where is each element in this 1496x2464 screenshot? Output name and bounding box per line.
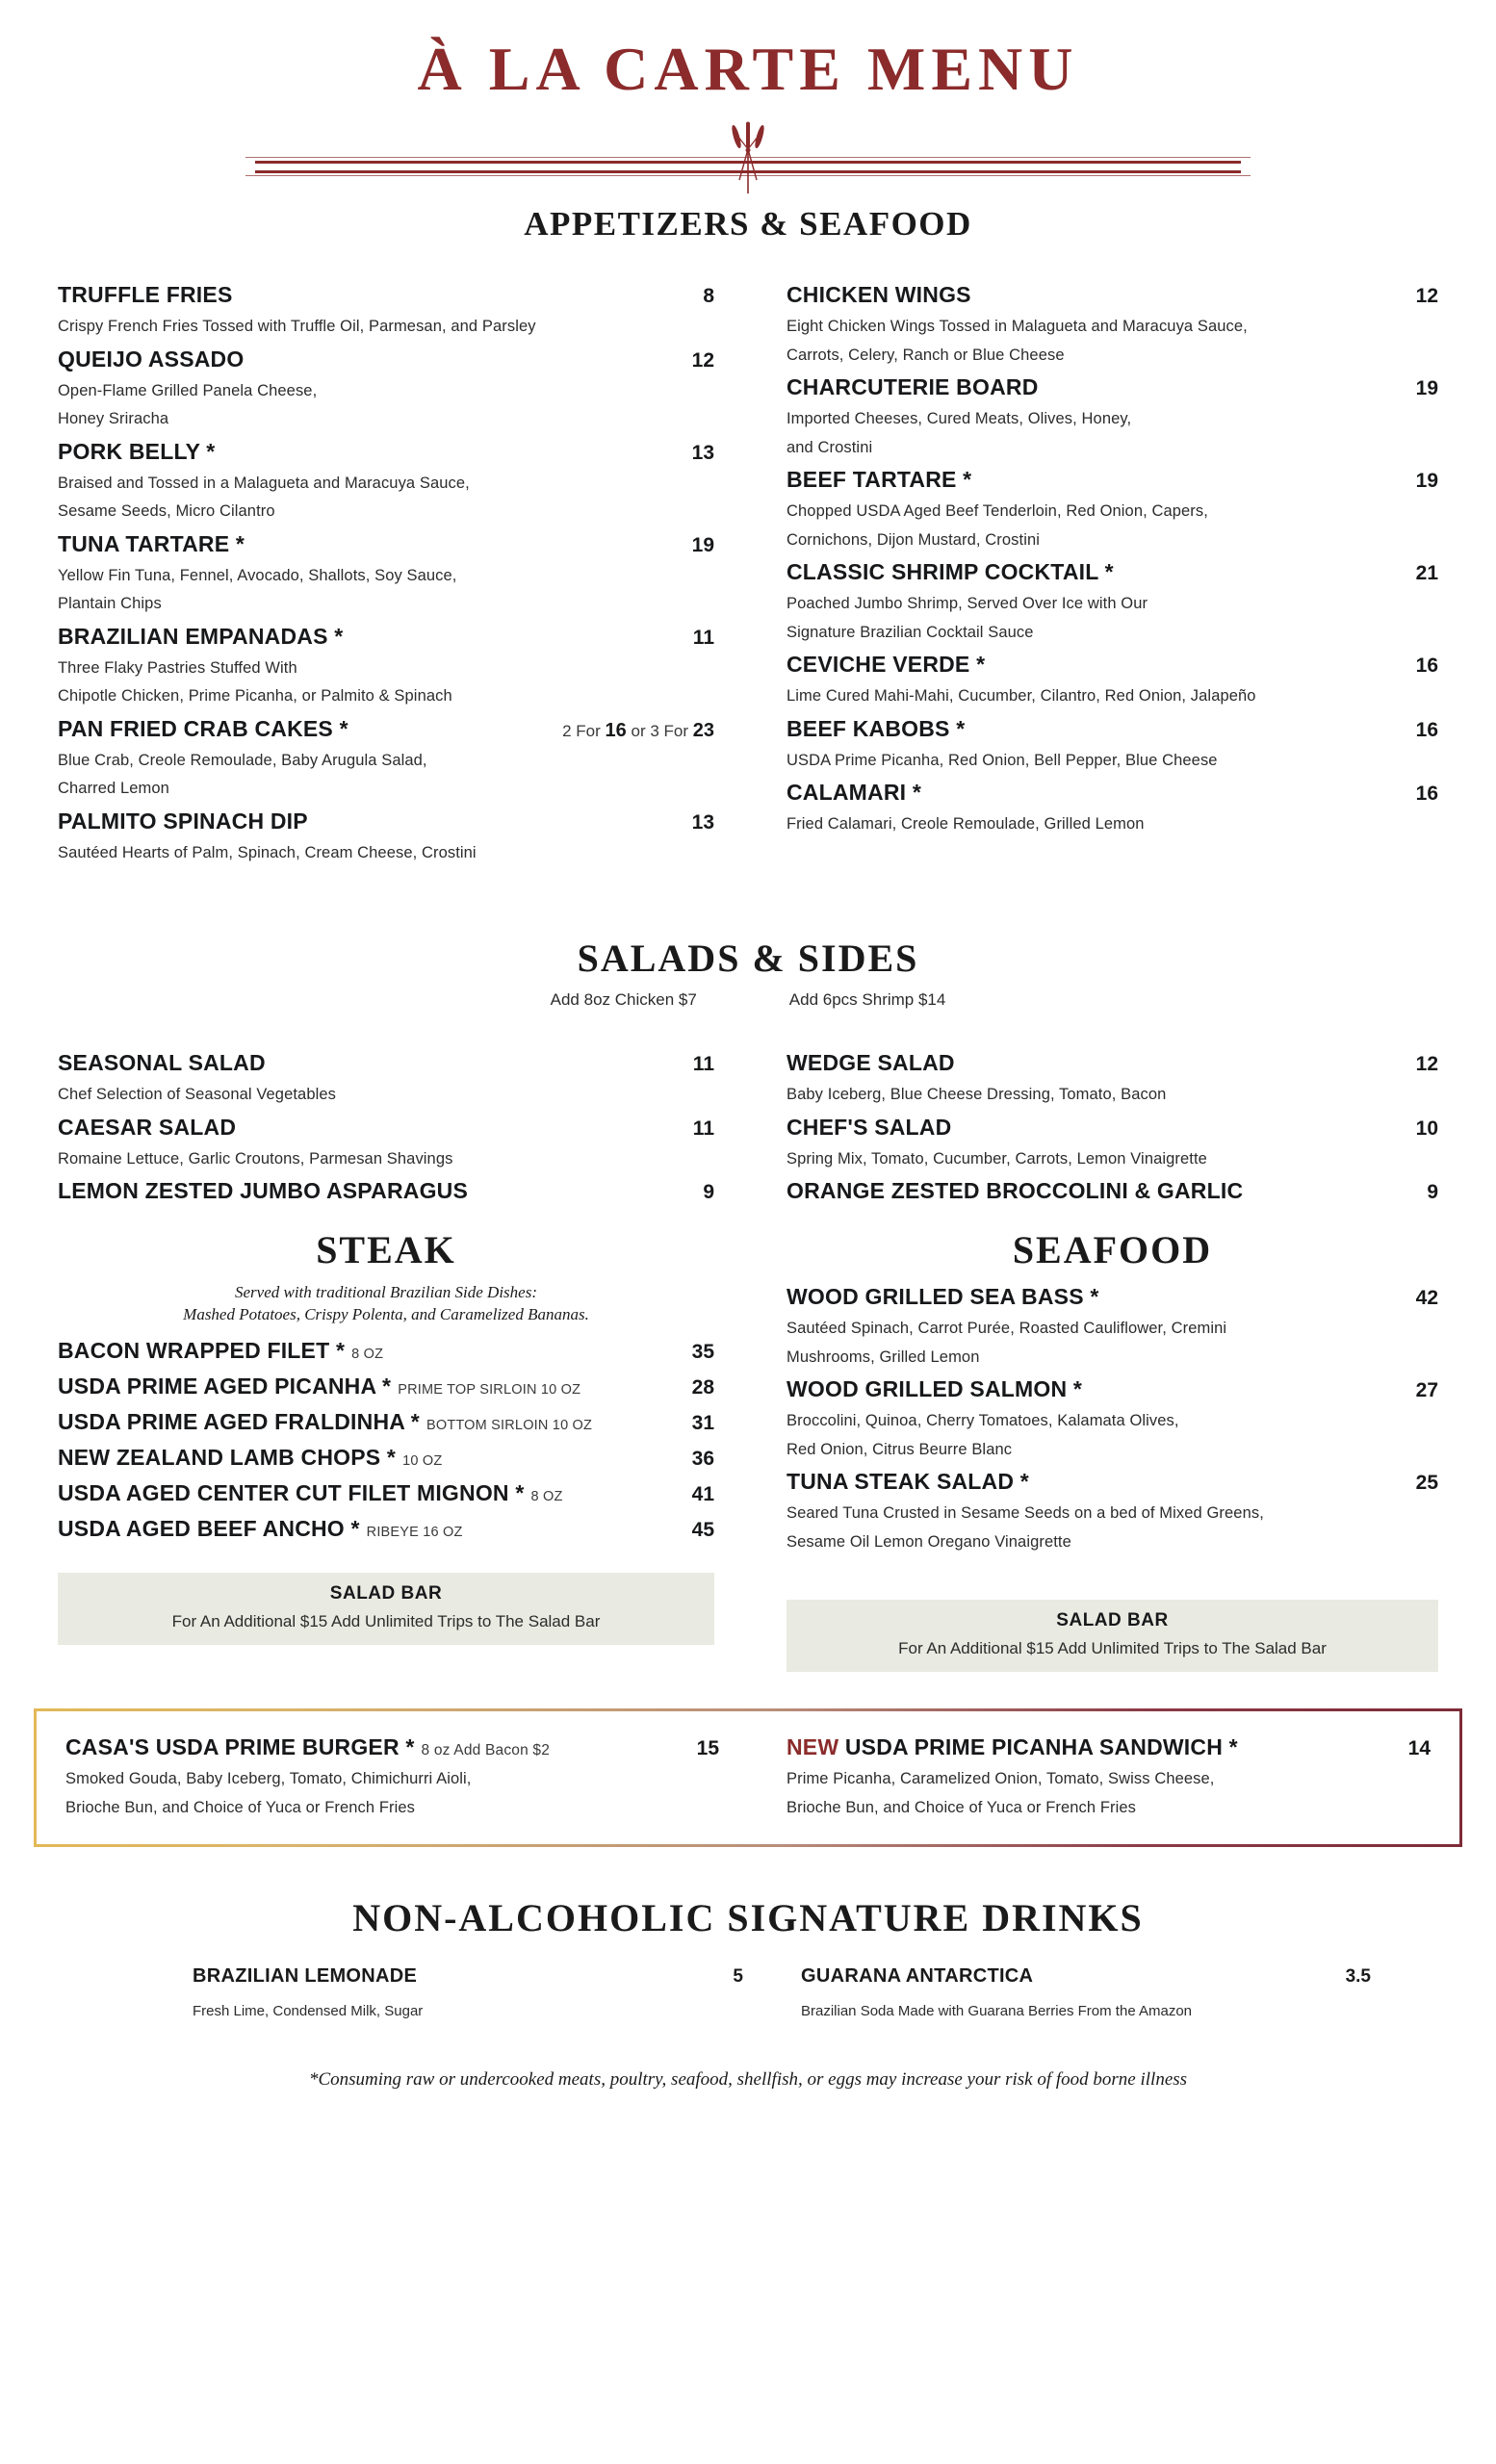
menu-item-header — [787, 1180, 1438, 1202]
menu-item-price: 25 — [1415, 1472, 1438, 1495]
menu-item — [58, 1482, 714, 1504]
menu-item-name: LEMON ZESTED JUMBO ASPARAGUS — [58, 1178, 469, 1204]
menu-item-description: Mushrooms, Grilled Lemon — [787, 1348, 980, 1366]
menu-item-description: Braised and Tossed in a Malagueta and Maracuya Sauce, — [58, 474, 470, 492]
menu-item — [58, 1052, 714, 1103]
picanha-sandwich-price: 14 — [1407, 1737, 1431, 1760]
menu-item-description: Sesame Seeds, Micro Cilantro — [58, 502, 275, 521]
menu-item-header — [787, 782, 1438, 804]
menu-item-name: BRAZILIAN EMPANADAS * — [58, 623, 344, 649]
menu-item — [58, 1116, 714, 1168]
menu-item-header — [58, 1340, 714, 1362]
menu-item-description: Poached Jumbo Shrimp, Served Over Ice with Our — [787, 595, 1148, 613]
menu-item-description: Spring Mix, Tomato, Cucumber, Carrots, Lemon Vinaigrette — [787, 1149, 1207, 1168]
menu-item — [58, 348, 714, 427]
menu-item-description: Plantain Chips — [58, 595, 162, 613]
menu-item-description: Cornichons, Dijon Mustard, Crostini — [787, 530, 1041, 549]
menu-item-description: USDA Prime Picanha, Red Onion, Bell Pepper, Blue Cheese — [787, 751, 1218, 769]
menu-item-description: Sautéed Hearts of Palm, Spinach, Cream Cheese, Crostini — [58, 843, 477, 861]
menu-item-description: Yellow Fin Tuna, Fennel, Avocado, Shallots, Soy Sauce, — [58, 566, 457, 584]
menu-item-name: CLASSIC SHRIMP COCKTAIL * — [787, 559, 1114, 585]
menu-item-price: 9 — [703, 1181, 714, 1204]
menu-item — [58, 810, 714, 861]
menu-item-name: TUNA TARTARE * — [58, 530, 245, 556]
menu-item-qualifier: 8 OZ — [351, 1347, 384, 1363]
menu-item-price: 11 — [692, 626, 714, 649]
seafood-items — [787, 1286, 1438, 1550]
menu-item-name: WOOD GRILLED SEA BASS * — [787, 1284, 1099, 1310]
menu-item — [58, 1340, 714, 1362]
menu-item-description: Crispy French Fries Tossed with Truffle Oil, Parmesan, and Parsley — [58, 318, 536, 336]
menu-item-header — [787, 1052, 1438, 1074]
burger-price: 15 — [696, 1737, 719, 1760]
steak-subtitle-line1: Served with traditional Brazilian Side Dishes: — [234, 1283, 537, 1302]
menu-item-name: TRUFFLE FRIES — [58, 282, 233, 308]
menu-item-header — [58, 1375, 714, 1398]
menu-item-header — [58, 1180, 714, 1202]
salads-columns — [0, 1039, 1496, 1202]
menu-item-description: Open-Flame Grilled Panela Cheese, — [58, 381, 318, 399]
menu-item-name: BEEF TARTARE * — [787, 467, 972, 493]
menu-item — [787, 654, 1438, 705]
menu-item-header — [787, 376, 1438, 398]
menu-item — [787, 469, 1438, 548]
menu-item-name: QUEIJO ASSADO — [58, 346, 245, 372]
menu-item-header — [58, 438, 714, 464]
disclaimer-note: *Consuming raw or undercooked meats, poultry, seafood, shellfish, or eggs may increase your risk of food borne illness — [308, 2069, 1188, 2091]
menu-item-price: 11 — [692, 1116, 714, 1140]
menu-item-name: BACON WRAPPED FILET * — [58, 1338, 346, 1364]
menu-item — [787, 284, 1438, 363]
menu-item-price: 19 — [1415, 470, 1438, 493]
drinks-columns — [0, 1965, 1496, 2019]
menu-item — [58, 1375, 714, 1398]
menu-item — [58, 1447, 714, 1469]
menu-item — [58, 530, 714, 613]
menu-item — [58, 623, 714, 706]
drink-item-lemonade — [193, 1965, 782, 2019]
menu-item — [787, 1052, 1438, 1103]
menu-item-header — [787, 1471, 1438, 1493]
menu-item-header — [58, 1518, 714, 1540]
page-title: À LA CARTE MENU — [417, 35, 1079, 103]
menu-item — [58, 284, 714, 335]
menu-item-price: 16 — [1415, 654, 1438, 678]
menu-item-header — [787, 469, 1438, 491]
menu-item-header — [58, 1052, 714, 1074]
menu-item-name: CALAMARI * — [787, 780, 921, 806]
menu-item-description: Imported Cheeses, Cured Meats, Olives, Honey, — [787, 410, 1132, 428]
wheat-starburst-ornament — [705, 120, 791, 195]
appetizers-right-column — [748, 270, 1438, 860]
menu-item-price: 16 — [1415, 783, 1438, 806]
menu-item-name: PALMITO SPINACH DIP — [58, 808, 308, 834]
menu-item-description: Lime Cured Mahi-Mahi, Cucumber, Cilantro, Red Onion, Jalapeño — [787, 687, 1256, 706]
menu-item-name: CHICKEN WINGS — [787, 282, 971, 308]
menu-item-qualifier: BOTTOM SIRLOIN 10 OZ — [426, 1418, 593, 1434]
picanha-sandwich-item — [748, 1736, 1431, 1815]
menu-item-name: NEW ZEALAND LAMB CHOPS * — [58, 1445, 397, 1471]
menu-item-description: Charred Lemon — [58, 780, 169, 798]
burger-qualifier: 8 oz Add Bacon $2 — [421, 1742, 551, 1759]
menu-item — [787, 1471, 1438, 1550]
add-shrimp-label: Add 6pcs Shrimp $14 — [788, 990, 946, 1010]
menu-item-description: Carrots, Celery, Ranch or Blue Cheese — [787, 346, 1065, 364]
menu-item-name: SEASONAL SALAD — [58, 1050, 266, 1076]
drink-name: GUARANA ANTARCTICA — [801, 1965, 1034, 1988]
menu-item-description: Seared Tuna Crusted in Sesame Seeds on a bed of Mixed Greens, — [787, 1504, 1264, 1523]
salad-bar-title: SALAD BAR — [1056, 1610, 1169, 1631]
menu-item-description: Blue Crab, Creole Remoulade, Baby Arugula Salad, — [58, 751, 427, 769]
menu-item-header — [58, 530, 714, 556]
menu-item-price: 9 — [1427, 1181, 1438, 1204]
steak-subtitle — [58, 1282, 714, 1326]
menu-item-name: ORANGE ZESTED BROCCOLINI & GARLIC — [787, 1178, 1244, 1204]
menu-item-price: 10 — [1415, 1116, 1438, 1140]
menu-item-header — [58, 1447, 714, 1469]
menu-item — [787, 715, 1438, 769]
steak-items — [58, 1340, 714, 1540]
section-heading-seafood: SEAFOOD — [1012, 1228, 1213, 1272]
menu-item-price: 42 — [1415, 1287, 1438, 1310]
burger-item — [65, 1736, 748, 1815]
menu-item-description: Sesame Oil Lemon Oregano Vinaigrette — [787, 1532, 1071, 1551]
picanha-sandwich-desc-line: Brioche Bun, and Choice of Yuca or French Fries — [787, 1798, 1137, 1816]
menu-item-price: 12 — [691, 348, 714, 372]
menu-item-description: Sautéed Spinach, Carrot Purée, Roasted Cauliflower, Cremini — [787, 1320, 1227, 1338]
menu-item — [787, 1116, 1438, 1168]
menu-item-description: Eight Chicken Wings Tossed in Malagueta and Maracuya Sauce, — [787, 318, 1248, 336]
menu-item-description: and Crostini — [787, 438, 873, 456]
menu-item-description: Chopped USDA Aged Beef Tenderloin, Red Onion, Capers, — [787, 502, 1208, 521]
menu-item — [58, 1518, 714, 1540]
menu-item-description: Red Onion, Citrus Beurre Blanc — [787, 1440, 1013, 1458]
menu-item — [787, 782, 1438, 833]
menu-item-name: CHEF'S SALAD — [787, 1114, 952, 1140]
menu-item-description: Chef Selection of Seasonal Vegetables — [58, 1086, 336, 1104]
salad-addons — [0, 990, 1496, 1010]
drink-name: BRAZILIAN LEMONADE — [193, 1965, 418, 1988]
menu-item-description: Signature Brazilian Cocktail Sauce — [787, 623, 1034, 641]
salad-bar-subtitle: For An Additional $15 Add Unlimited Trips to The Salad Bar — [898, 1639, 1327, 1658]
menu-item-name: WEDGE SALAD — [787, 1050, 955, 1076]
menu-item-price: 35 — [691, 1341, 714, 1364]
menu-item-name: TUNA STEAK SALAD * — [787, 1469, 1029, 1495]
burger-name: CASA'S USDA PRIME BURGER * — [65, 1734, 415, 1760]
menu-item-header — [58, 284, 714, 306]
salad-bar-box-steak — [58, 1573, 714, 1645]
menu-item — [787, 1378, 1438, 1457]
menu-item-qualifier: PRIME TOP SIRLOIN 10 OZ — [398, 1382, 581, 1399]
drink-price: 3.5 — [1345, 1966, 1371, 1988]
menu-item-price: 8 — [703, 285, 714, 308]
menu-item — [58, 715, 714, 798]
picanha-sandwich-name: USDA PRIME PICANHA SANDWICH * — [844, 1734, 1238, 1760]
picanha-sandwich-desc-line: Prime Picanha, Caramelized Onion, Tomato, Swiss Cheese, — [787, 1770, 1215, 1788]
menu-item-price: 2 For 16 or 3 For 23 — [562, 719, 714, 741]
steak-column — [58, 1227, 748, 1672]
mains-columns — [0, 1227, 1496, 1672]
menu-item-price: 13 — [691, 810, 714, 834]
menu-item-name: BEEF KABOBS * — [787, 715, 966, 741]
menu-item — [58, 1180, 714, 1202]
menu-item-name: USDA AGED CENTER CUT FILET MIGNON * — [58, 1480, 525, 1506]
menu-item-qualifier: RIBEYE 16 OZ — [366, 1525, 463, 1541]
menu-item-price: 19 — [1415, 377, 1438, 400]
menu-item-description: Baby Iceberg, Blue Cheese Dressing, Tomato, Bacon — [787, 1086, 1167, 1104]
menu-item — [787, 561, 1438, 640]
menu-item-price: 27 — [1415, 1379, 1438, 1402]
menu-item-name: USDA PRIME AGED FRALDINHA * — [58, 1409, 420, 1435]
menu-item-description: Fried Calamari, Creole Remoulade, Grilled Lemon — [787, 815, 1145, 834]
menu-item-header — [58, 810, 714, 833]
menu-item-header — [58, 715, 714, 741]
steak-subtitle-line2: Mashed Potatoes, Crispy Polenta, and Caramelized Bananas. — [183, 1305, 589, 1324]
salads-left-column — [58, 1039, 748, 1202]
appetizers-columns — [0, 270, 1496, 860]
new-badge: NEW — [787, 1734, 839, 1760]
burger-desc-line: Brioche Bun, and Choice of Yuca or French Fries — [65, 1798, 416, 1816]
menu-item-price: 21 — [1415, 562, 1438, 585]
menu-item-price: 13 — [691, 441, 714, 464]
menu-item — [58, 438, 714, 521]
salad-bar-box-seafood — [787, 1600, 1438, 1672]
menu-item-name: CEVICHE VERDE * — [787, 652, 986, 678]
section-heading-salads: SALADS & SIDES — [577, 937, 919, 981]
menu-item — [787, 376, 1438, 455]
menu-item-header — [787, 1286, 1438, 1308]
menu-item-price: 19 — [691, 533, 714, 556]
menu-item-name: WOOD GRILLED SALMON * — [787, 1376, 1083, 1402]
menu-item-price: 31 — [691, 1412, 714, 1435]
menu-item-name: USDA AGED BEEF ANCHO * — [58, 1516, 360, 1542]
drink-desc: Fresh Lime, Condensed Milk, Sugar — [193, 2003, 424, 2020]
menu-item-price: 11 — [692, 1053, 714, 1076]
menu-item-name: CAESAR SALAD — [58, 1114, 237, 1140]
burger-desc-line: Smoked Gouda, Baby Iceberg, Tomato, Chimichurri Aioli, — [65, 1770, 472, 1788]
menu-item-header — [787, 715, 1438, 741]
menu-item-price: 28 — [691, 1376, 714, 1399]
menu-item-qualifier: 8 OZ — [530, 1489, 563, 1505]
menu-item-price: 12 — [1415, 1053, 1438, 1076]
menu-item-header — [787, 1378, 1438, 1400]
menu-item-name: CHARCUTERIE BOARD — [787, 374, 1039, 400]
menu-item — [787, 1286, 1438, 1365]
drink-desc: Brazilian Soda Made with Guarana Berries From the Amazon — [801, 2003, 1193, 2020]
menu-item-header — [58, 348, 714, 371]
menu-item-header — [58, 1116, 714, 1139]
menu-item-header — [58, 623, 714, 649]
section-heading-steak: STEAK — [316, 1228, 456, 1272]
menu-item-header — [787, 654, 1438, 676]
menu-item — [787, 1180, 1438, 1202]
salad-bar-subtitle: For An Additional $15 Add Unlimited Trips to The Salad Bar — [171, 1612, 601, 1631]
menu-item-qualifier: 10 OZ — [402, 1453, 443, 1470]
menu-item-description: Broccolini, Quinoa, Cherry Tomatoes, Kalamata Olives, — [787, 1412, 1179, 1430]
menu-item-header — [787, 561, 1438, 583]
menu-item-price: 36 — [691, 1448, 714, 1471]
section-heading-appetizers: APPETIZERS & SEAFOOD — [524, 205, 972, 244]
menu-item-header — [787, 284, 1438, 306]
menu-item-name: PORK BELLY * — [58, 438, 216, 464]
menu-item-name: USDA PRIME AGED PICANHA * — [58, 1373, 392, 1399]
menu-item-header — [787, 1116, 1438, 1139]
menu-item-price: 12 — [1415, 285, 1438, 308]
decorative-divider — [0, 115, 1496, 184]
salad-bar-title: SALAD BAR — [329, 1583, 443, 1604]
menu-item-price: 45 — [691, 1519, 714, 1542]
menu-item-description: Chipotle Chicken, Prime Picanha, or Palmito & Spinach — [58, 687, 452, 706]
add-chicken-label: Add 8oz Chicken $7 — [550, 990, 697, 1010]
menu-item-price: 16 — [1415, 718, 1438, 741]
menu-item-description: Three Flaky Pastries Stuffed With — [58, 658, 297, 677]
menu-item-description: Romaine Lettuce, Garlic Croutons, Parmesan Shavings — [58, 1149, 453, 1168]
sandwich-highlight-box — [34, 1708, 1462, 1847]
drink-item-guarana — [782, 1965, 1371, 2019]
menu-item-price: 41 — [691, 1483, 714, 1506]
seafood-column — [748, 1227, 1438, 1672]
menu-item-header — [58, 1482, 714, 1504]
menu-item-description: Honey Sriracha — [58, 410, 169, 428]
menu-item-name: PAN FRIED CRAB CAKES * — [58, 715, 348, 741]
menu-item — [58, 1411, 714, 1433]
section-heading-drinks: NON-ALCOHOLIC SIGNATURE DRINKS — [352, 1896, 1144, 1940]
menu-item-header — [58, 1411, 714, 1433]
drink-price: 5 — [733, 1966, 743, 1988]
salads-right-column — [748, 1039, 1438, 1202]
appetizers-left-column — [58, 270, 748, 860]
